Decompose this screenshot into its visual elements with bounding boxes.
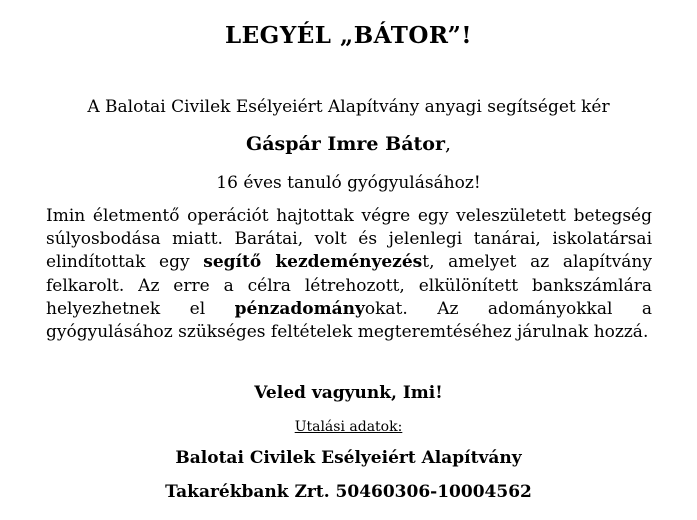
body-bold-donation: pénzadomány: [234, 298, 365, 319]
body-text-part-2: t, amelyet az alapítvány felkarolt. Az erre a célra létrehozott, elkülönített bankszámlára helyezhetnek el: [46, 252, 652, 319]
body-text-part-1: Imin életmentő operációt hajtottak végre egy veleszületett betegség súlyosbodása miatt. Barátai, volt és jelenlegi tanárai, iskolatársai elindítottak egy: [46, 206, 652, 273]
beneficiary-suffix: ,: [444, 133, 452, 155]
beneficiary-name: Gáspár Imre Bátor: [245, 133, 445, 155]
age-line: 16 éves tanuló gyógyulásához!: [216, 173, 481, 193]
body-paragraph: [46, 205, 652, 344]
flyer-title: LEGYÉL „BÁTOR”!: [224, 22, 472, 49]
body-text-part-3: okat. Az adományokkal a gyógyulásához szükséges feltételek megteremtéséhez járulnak hozzá.: [46, 298, 652, 343]
closing-line: Veled vagyunk, Imi!: [254, 383, 443, 403]
organization-name: Balotai Civilek Esélyeiért Alapítvány: [175, 448, 522, 468]
beneficiary-line: [0, 133, 697, 155]
bank-account: Takarékbank Zrt. 50460306-10004562: [165, 482, 532, 502]
body-bold-initiative: segítő kezdeményezés: [203, 252, 423, 273]
intro-text: A Balotai Civilek Esélyeiért Alapítvány anyagi segítséget kér: [87, 97, 610, 117]
transfer-label: Utalási adatok:: [294, 419, 403, 435]
